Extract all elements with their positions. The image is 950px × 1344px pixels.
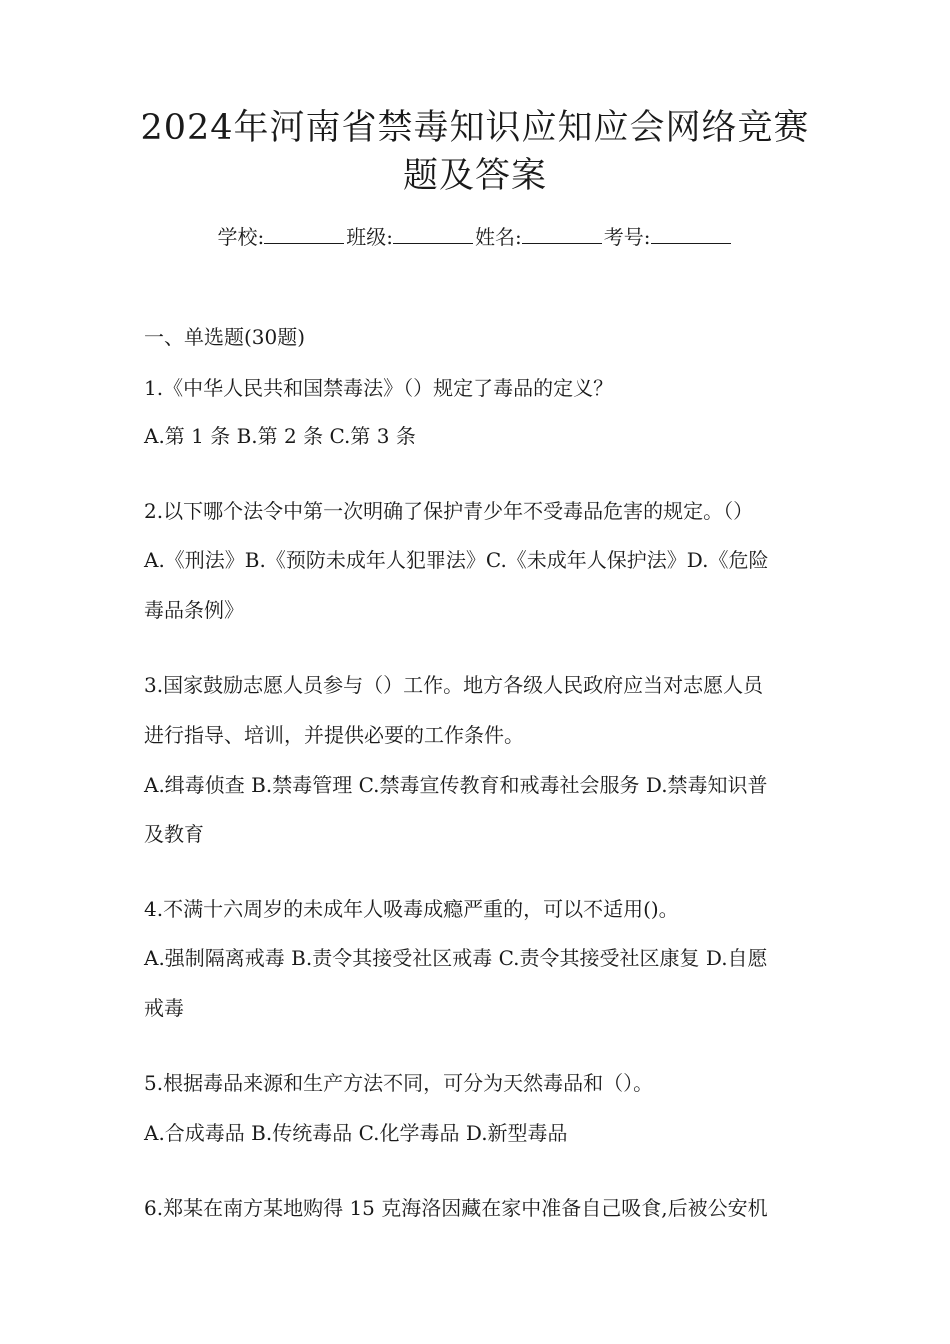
exam-number-label: 考号: [603, 225, 651, 249]
question-2: 2.以下哪个法令中第一次明确了保护青少年不受毒品危害的规定。（） [144, 499, 754, 523]
question-1-options: A.第 1 条 B.第 2 条 C.第 3 条 [144, 424, 416, 448]
question-5: 5.根据毒品来源和生产方法不同，可分为天然毒品和（）。 [144, 1071, 654, 1095]
class-label: 班级: [346, 225, 393, 249]
school-blank[interactable] [264, 223, 344, 244]
question-1: 1.《中华人民共和国禁毒法》（）规定了毒品的定义？ [144, 376, 614, 400]
school-label: 学校: [217, 225, 265, 249]
question-4-options-line-1: A.强制隔离戒毒 B.责令其接受社区戒毒 C.责令其接受社区康复 D.自愿 [144, 946, 768, 970]
name-label: 姓名: [475, 225, 522, 249]
question-5-options: A.合成毒品 B.传统毒品 C.化学毒品 D.新型毒品 [144, 1121, 568, 1145]
student-info-row [0, 222, 950, 252]
question-2-options-line-1: A.《刑法》B.《预防未成年人犯罪法》C.《未成年人保护法》D.《危险 [144, 548, 769, 572]
document-title-line-1: 2024年河南省禁毒知识应知应会网络竞赛 [140, 108, 810, 148]
question-4-options-line-2: 戒毒 [144, 996, 184, 1020]
section-heading: 一、单选题(30题) [144, 325, 306, 349]
name-blank[interactable] [522, 223, 602, 244]
question-3-options-line-2: 及教育 [144, 822, 204, 846]
question-3-line-1: 3.国家鼓励志愿人员参与（）工作。地方各级人民政府应当对志愿人员 [144, 673, 764, 697]
exam-number-blank[interactable] [651, 223, 731, 244]
question-3-options-line-1: A.缉毒侦查 B.禁毒管理 C.禁毒宣传教育和戒毒社会服务 D.禁毒知识普 [144, 773, 768, 797]
question-2-options-line-2: 毒品条例》 [144, 598, 244, 622]
question-6-line-1: 6.郑某在南方某地购得 15 克海洛因藏在家中准备自己吸食,后被公安机 [144, 1196, 768, 1220]
document-title-line-2: 题及答案 [402, 156, 547, 196]
question-4: 4.不满十六周岁的未成年人吸毒成瘾严重的，可以不适用()。 [144, 897, 679, 921]
question-3-line-2: 进行指导、培训，并提供必要的工作条件。 [144, 723, 524, 747]
class-blank[interactable] [393, 223, 473, 244]
